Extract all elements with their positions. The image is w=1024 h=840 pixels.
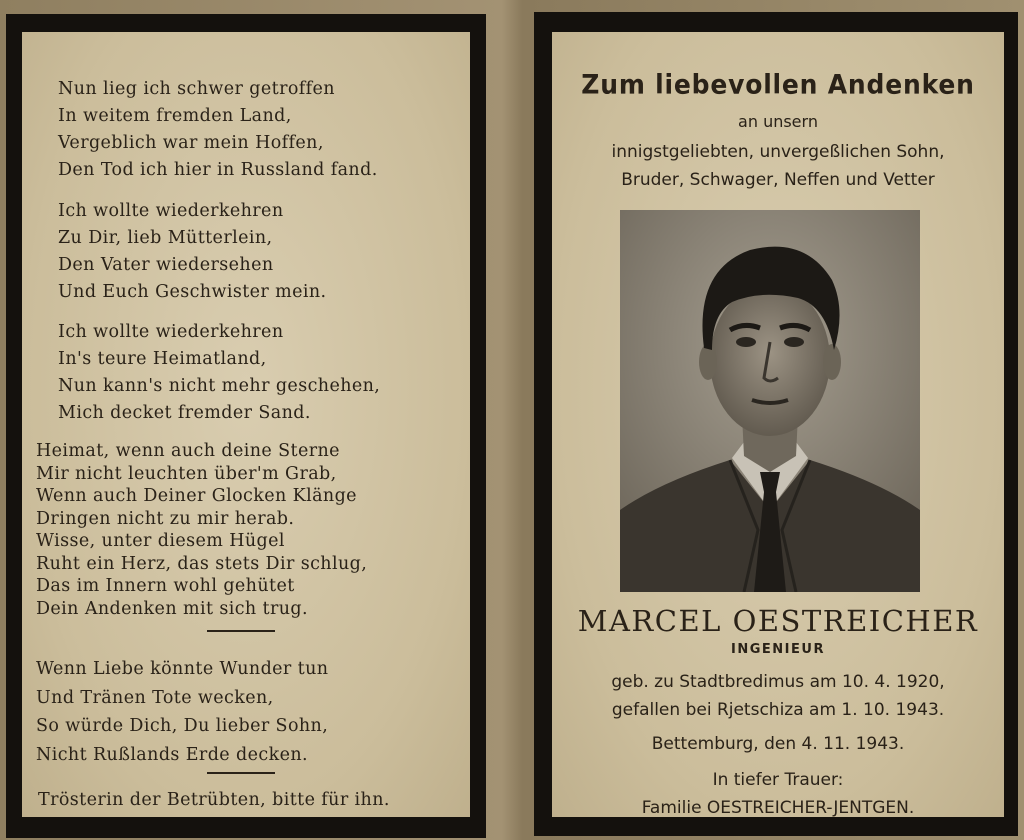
poem-line: Mir nicht leuchten über'm Grab, bbox=[36, 463, 337, 484]
family-name: Familie OESTREICHER-JENTGEN. bbox=[641, 798, 915, 818]
life-dates bbox=[552, 668, 1004, 724]
poem-stanza-3 bbox=[58, 319, 380, 427]
poem-line: Heimat, wenn auch deine Sterne bbox=[36, 441, 340, 461]
poem-line: Wenn Liebe könnte Wunder tun bbox=[36, 659, 329, 679]
poem-line: Den Vater wiedersehen bbox=[58, 255, 274, 275]
place-date: Bettemburg, den 4. 11. 1943. bbox=[651, 734, 905, 754]
poem-card bbox=[6, 14, 486, 838]
birth-line: geb. zu Stadtbredimus am 10. 4. 1920, bbox=[611, 672, 945, 692]
poem-line: Ich wollte wiederkehren bbox=[58, 201, 284, 221]
closing-prayer: Trösterin der Betrübten, bitte für ihn. bbox=[38, 790, 390, 810]
poem-line: Vergeblich war mein Hoffen, bbox=[58, 133, 324, 153]
poem-line: Ruht ein Herz, das stets Dir schlug, bbox=[36, 553, 368, 574]
poem-line: Nicht Rußlands Erde decken. bbox=[36, 744, 308, 765]
poem-line: In weitem fremden Land, bbox=[58, 106, 292, 126]
poem-stanza-4 bbox=[36, 440, 367, 620]
poem-line: Mich decket fremder Sand. bbox=[58, 403, 311, 423]
poem-line: Das im Innern wohl gehütet bbox=[36, 576, 295, 596]
poem-line: Und Tränen Tote wecken, bbox=[36, 687, 274, 708]
poem-line: Wenn auch Deiner Glocken Klänge bbox=[36, 486, 357, 506]
poem-card-paper bbox=[22, 32, 470, 817]
poem-stanza-5 bbox=[36, 655, 328, 769]
memorial-subheading: an unsern bbox=[738, 112, 818, 131]
deceased-name: MARCEL OESTREICHER bbox=[577, 604, 979, 638]
portrait-photo bbox=[620, 210, 920, 592]
poem-line: Den Tod ich hier in Russland fand. bbox=[58, 160, 378, 180]
poem-line: Nun kann's nicht mehr geschehen, bbox=[58, 376, 381, 396]
poem-line: Nun lieg ich schwer getroffen bbox=[58, 79, 335, 99]
profession: INGENIEUR bbox=[731, 642, 825, 657]
poem-line: In's teure Heimatland, bbox=[58, 349, 267, 369]
dedication-line: Bruder, Schwager, Neffen und Vetter bbox=[621, 170, 935, 190]
dedication-line: innigstgeliebten, unvergeßlichen Sohn, bbox=[611, 142, 945, 162]
dedication bbox=[552, 138, 1004, 194]
divider-rule bbox=[207, 630, 275, 632]
poem-stanza-2 bbox=[58, 198, 327, 306]
death-line: gefallen bei Rjetschiza am 1. 10. 1943. bbox=[611, 700, 945, 720]
memorial-heading: Zum liebevollen Andenken bbox=[581, 68, 975, 101]
poem-line: Dringen nicht zu mir herab. bbox=[36, 508, 295, 529]
poem-line: Dein Andenken mit sich trug. bbox=[36, 598, 308, 619]
poem-line: Zu Dir, lieb Mütterlein, bbox=[58, 228, 273, 248]
divider-rule bbox=[207, 772, 275, 774]
mourning-label: In tiefer Trauer: bbox=[712, 770, 844, 790]
poem-stanza-1 bbox=[58, 76, 378, 184]
poem-line: Ich wollte wiederkehren bbox=[58, 322, 284, 342]
mourning-block bbox=[552, 766, 1004, 822]
poem-line: Und Euch Geschwister mein. bbox=[58, 282, 327, 302]
poem-line: Wisse, unter diesem Hügel bbox=[36, 531, 285, 551]
memorial-card bbox=[534, 12, 1018, 836]
poem-line: So würde Dich, Du lieber Sohn, bbox=[36, 716, 329, 736]
memorial-card-paper bbox=[552, 32, 1004, 817]
